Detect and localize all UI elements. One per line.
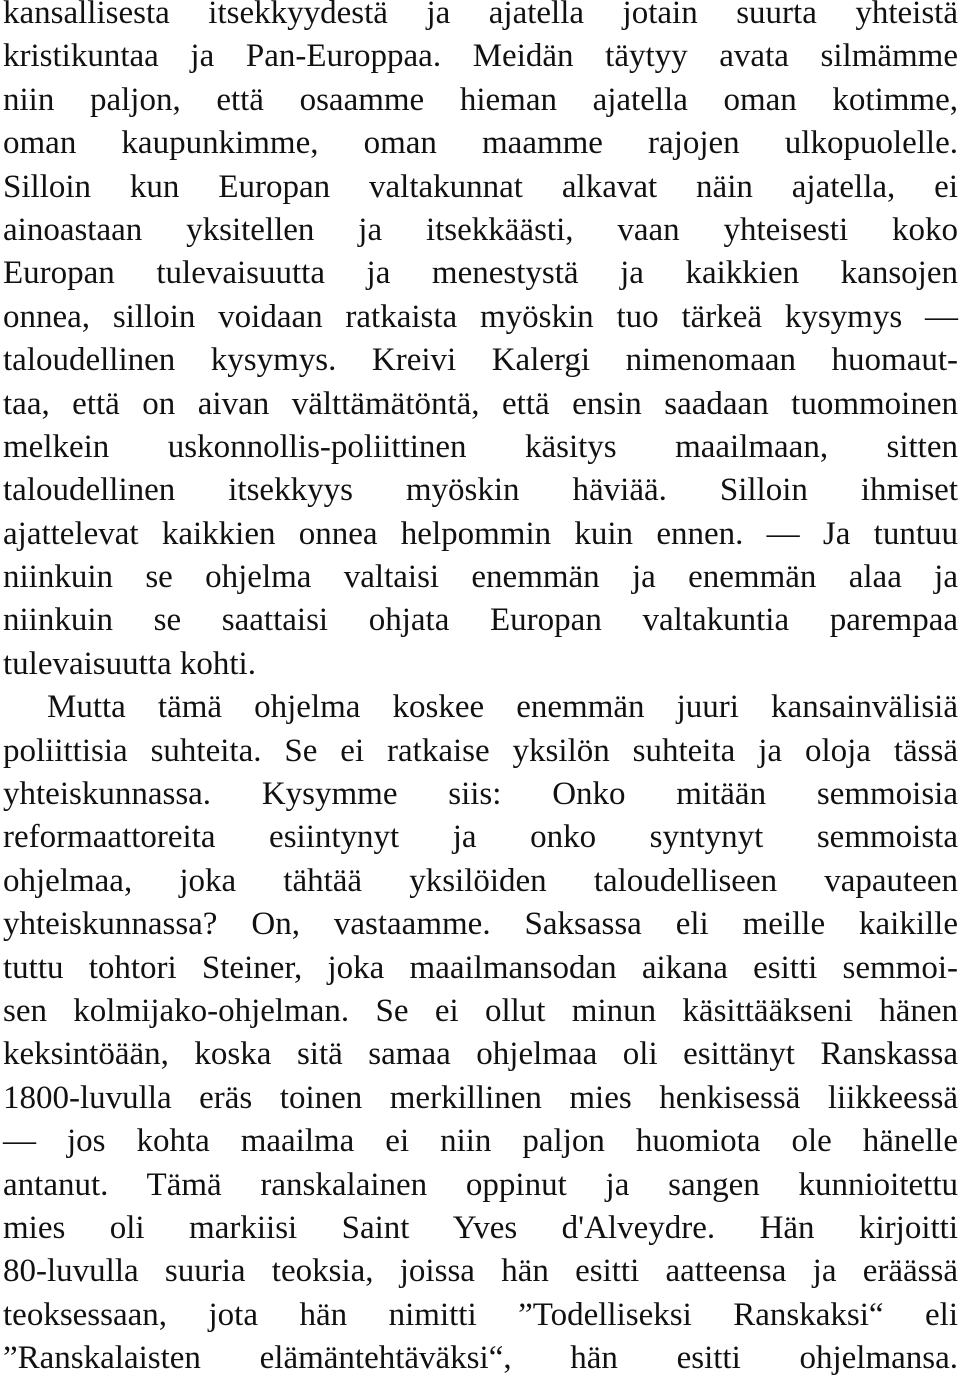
text-line: 1800-luvulla eräs toinen merkillinen mies henkisessä liikkeessä xyxy=(3,1079,958,1116)
text-line: ajattelevat kaikkien onnea helpommin kuin ennen. — Ja tuntuu xyxy=(3,515,958,552)
text-line: tuttu tohtori Steiner, joka maailmansodan aikana esitti semmoi- xyxy=(3,949,958,986)
text-line: Europan tulevaisuutta ja menestystä ja kaikkien kansojen xyxy=(3,255,958,292)
text-line: onnea, silloin voidaan ratkaista myöskin tuo tärkeä kysymys — xyxy=(3,298,958,335)
text-line: antanut. Tämä ranskalainen oppinut ja sangen kunnioitettu xyxy=(3,1166,958,1203)
text-line: mies oli markiisi Saint Yves d'Alveydre. Hän kirjoitti xyxy=(3,1209,958,1246)
text-line: ”Ranskalaisten elämäntehtäväksi“, hän esitti ohjelmansa. xyxy=(3,1340,958,1377)
paragraph-end-line: tulevaisuutta kohti. xyxy=(3,645,256,682)
text-line: kansallisesta itsekkyydestä ja ajatella jotain suurta yhteistä xyxy=(3,0,958,31)
text-line: keksintöään, koska sitä samaa ohjelmaa oli esittänyt Ranskassa xyxy=(3,1036,958,1073)
text-line: — jos kohta maailma ei niin paljon huomiota ole hänelle xyxy=(3,1123,958,1160)
text-line: reformaattoreita esiintynyt ja onko syntynyt semmoista xyxy=(3,819,958,856)
paragraph-start-line: Mutta tämä ohjelma koskee enemmän juuri kansainvälisiä xyxy=(47,689,958,726)
text-line: niin paljon, että osaamme hieman ajatella oman kotimme, xyxy=(3,81,958,118)
text-line: kristikuntaa ja Pan-Europpaa. Meidän täytyy avata silmämme xyxy=(3,38,958,75)
text-line: ohjelmaa, joka tähtää yksilöiden taloudelliseen vapauteen xyxy=(3,862,958,899)
text-line: sen kolmijako-ohjelman. Se ei ollut minun käsittääkseni hänen xyxy=(3,992,958,1029)
text-line: melkein uskonnollis-poliittinen käsitys maailmaan, sitten xyxy=(3,428,958,465)
text-line: teoksessaan, jota hän nimitti ”Todelliseksi Ranskaksi“ eli xyxy=(3,1296,958,1333)
text-line: niinkuin se ohjelma valtaisi enemmän ja enemmän alaa ja xyxy=(3,559,958,596)
text-line: niinkuin se saattaisi ohjata Europan valtakuntia parempaa xyxy=(3,602,958,639)
text-line: taa, että on aivan välttämätöntä, että ensin saadaan tuommoinen xyxy=(3,385,958,422)
text-line: taloudellinen itsekkyys myöskin häviää. Silloin ihmiset xyxy=(3,472,958,509)
text-line: yhteiskunnassa? On, vastaamme. Saksassa eli meille kaikille xyxy=(3,906,958,943)
text-line: oman kaupunkimme, oman maamme rajojen ulkopuolelle. xyxy=(3,125,958,162)
text-line: taloudellinen kysymys. Kreivi Kalergi nimenomaan huomaut- xyxy=(3,342,958,379)
text-line: yhteiskunnassa. Kysymme siis: Onko mitään semmoisia xyxy=(3,776,958,813)
text-line: 80-luvulla suuria teoksia, joissa hän esitti aatteensa ja eräässä xyxy=(3,1253,958,1290)
text-line: Silloin kun Europan valtakunnat alkavat näin ajatella, ei xyxy=(3,168,958,205)
text-line: ainoastaan yksitellen ja itsekkäästi, vaan yhteisesti koko xyxy=(3,211,958,248)
text-line: poliittisia suhteita. Se ei ratkaise yksilön suhteita ja oloja tässä xyxy=(3,732,958,769)
